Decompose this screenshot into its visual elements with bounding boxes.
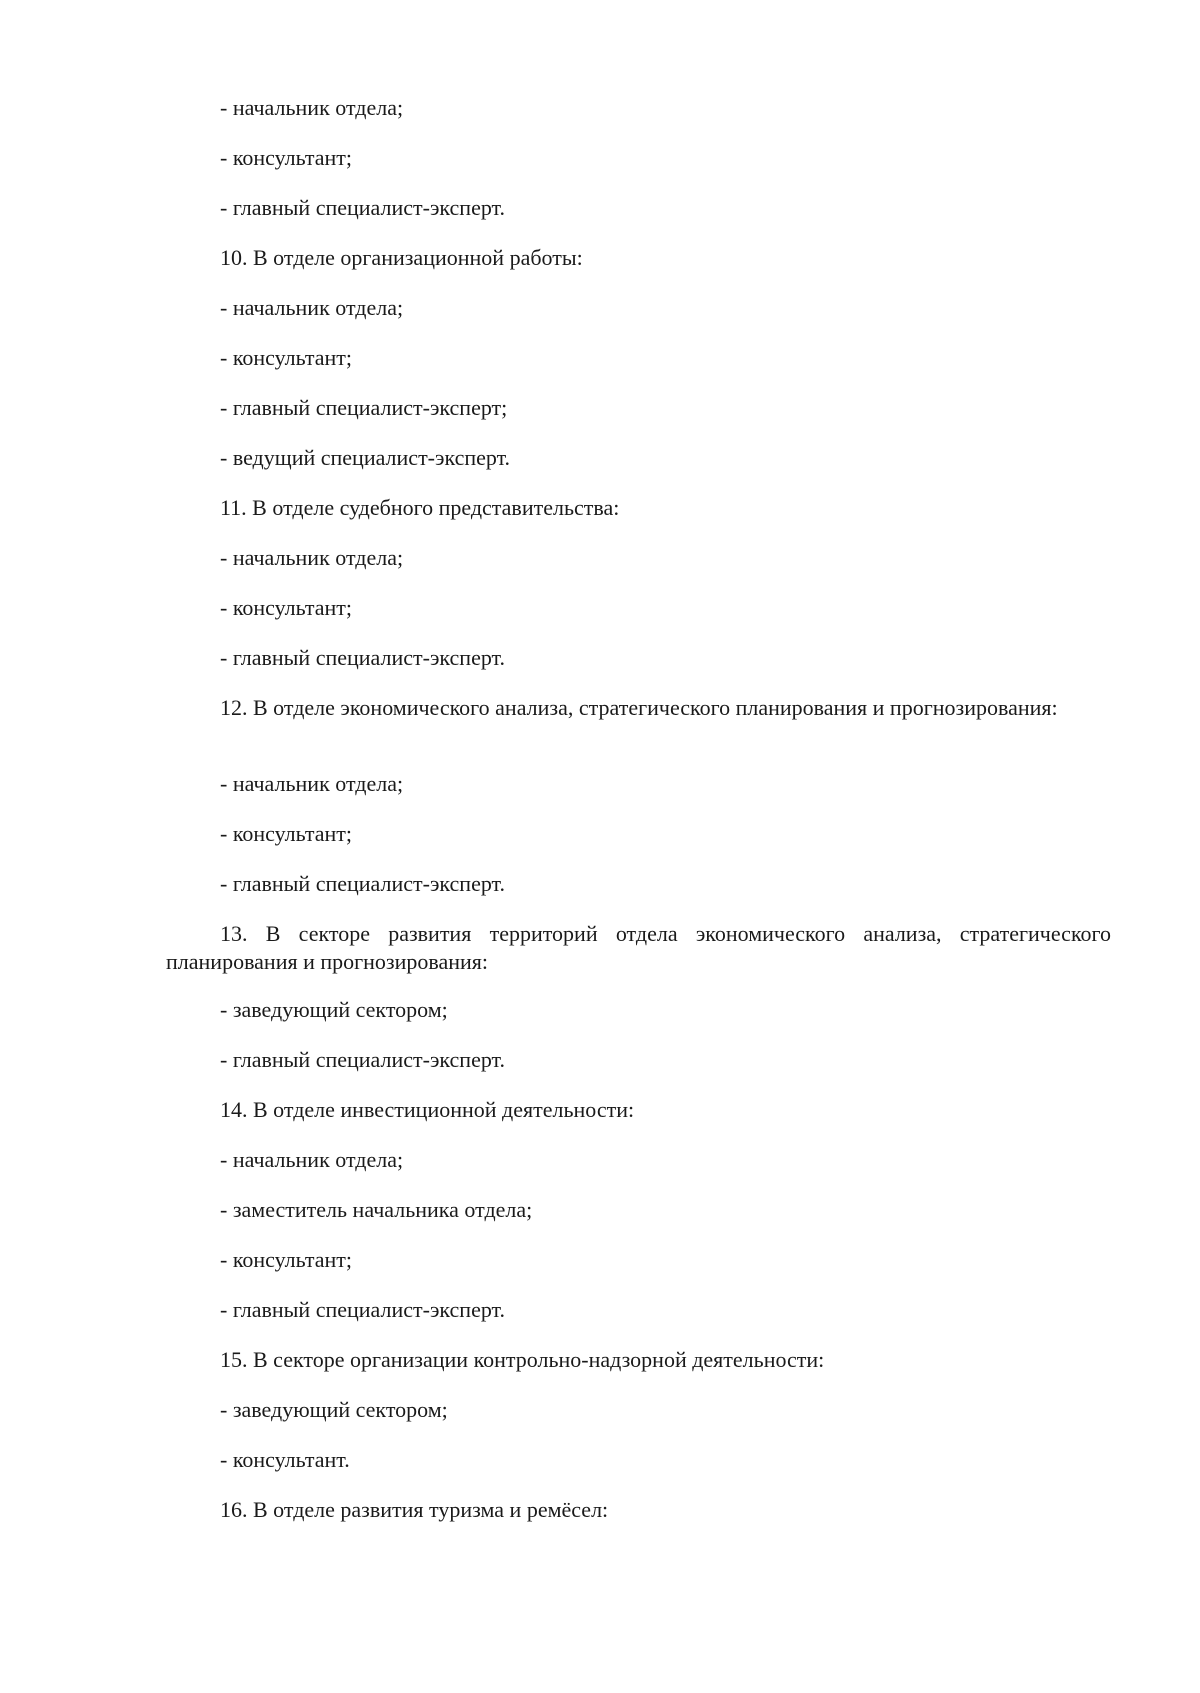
section-heading: 15. В секторе организации контрольно-надзорной деятельности: — [220, 1347, 825, 1372]
section-heading: 14. В отделе инвестиционной деятельности: — [220, 1097, 635, 1122]
section-heading: 16. В отделе развития туризма и ремёсел: — [220, 1497, 609, 1522]
list-item: - начальник отдела; — [220, 95, 404, 120]
section-heading: 11. В отделе судебного представительства: — [220, 495, 620, 520]
list-item: - консультант; — [220, 821, 352, 846]
list-item: - заведующий сектором; — [220, 997, 448, 1022]
list-item: - ведущий специалист-эксперт. — [220, 445, 511, 470]
list-item: - главный специалист-эксперт. — [220, 195, 506, 220]
list-item: - заместитель начальника отдела; — [220, 1197, 533, 1222]
section-heading: 13. В секторе развития территорий отдела экономического анализа, стратегического планирования и прогнозирования: — [166, 921, 1111, 974]
section-heading: 12. В отделе экономического анализа, стратегического планирования и прогнозирования: — [220, 695, 1058, 720]
list-item: - главный специалист-эксперт. — [220, 871, 506, 896]
list-item: - начальник отдела; — [220, 295, 404, 320]
list-item: - консультант; — [220, 345, 352, 370]
list-item: - консультант. — [220, 1447, 350, 1472]
list-item: - начальник отдела; — [220, 771, 404, 796]
list-item: - начальник отдела; — [220, 1147, 404, 1172]
list-item: - консультант; — [220, 595, 352, 620]
list-item: - главный специалист-эксперт; — [220, 395, 508, 420]
list-item: - заведующий сектором; — [220, 1397, 448, 1422]
list-item: - консультант; — [220, 1247, 352, 1272]
list-item: - главный специалист-эксперт. — [220, 645, 506, 670]
section-heading: 10. В отделе организационной работы: — [220, 245, 583, 270]
list-item: - начальник отдела; — [220, 545, 404, 570]
list-item: - главный специалист-эксперт. — [220, 1297, 506, 1322]
list-item: - главный специалист-эксперт. — [220, 1047, 506, 1072]
list-item: - консультант; — [220, 145, 352, 170]
